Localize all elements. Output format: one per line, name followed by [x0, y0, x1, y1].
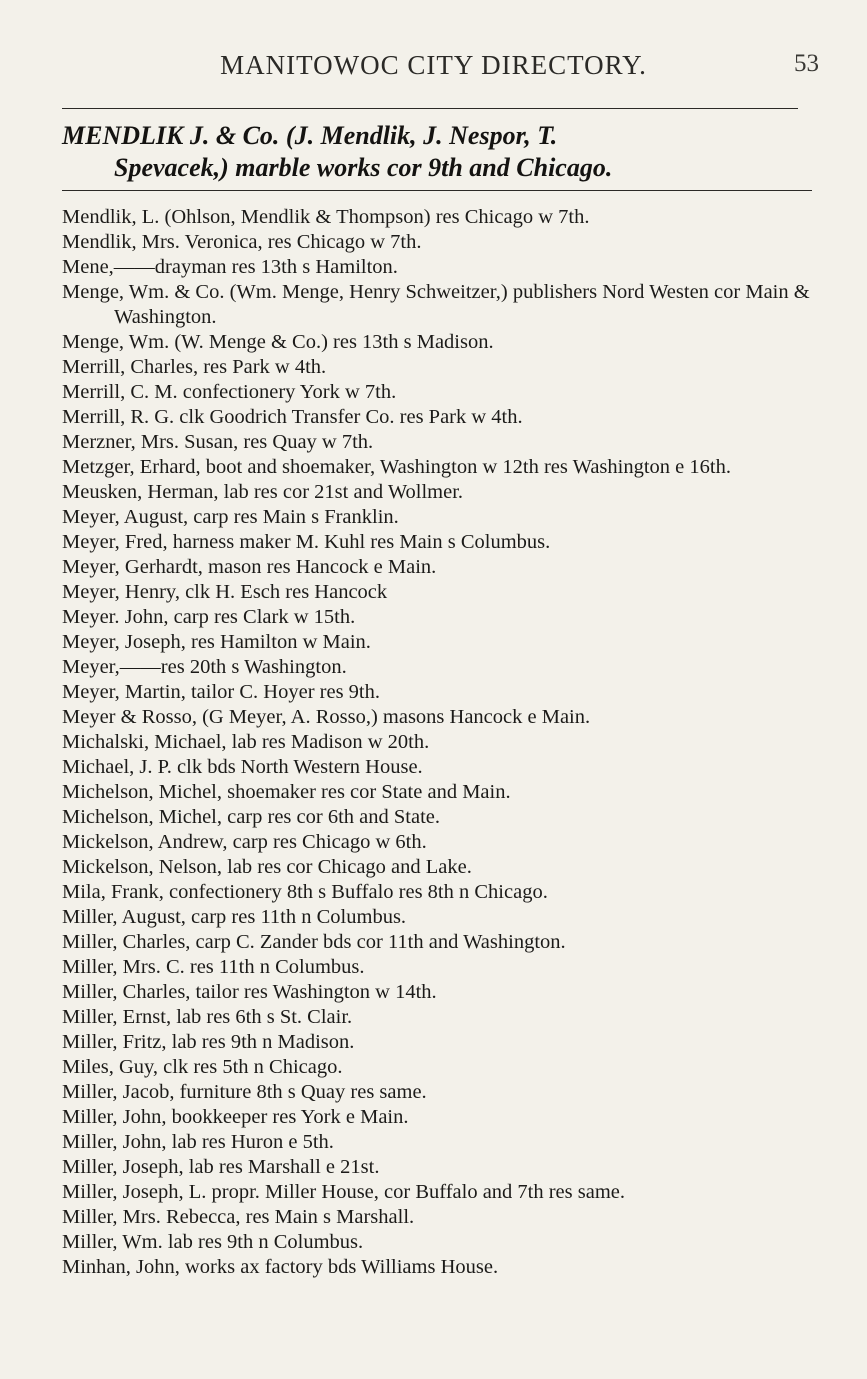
featured-entry-line-1: MENDLIK J. & Co. (J. Mendlik, J. Nespor, T.	[62, 121, 558, 150]
directory-entry: Miller, Joseph, lab res Marshall e 21st.	[62, 1156, 380, 1178]
directory-entry: Meyer, Gerhardt, mason res Hancock e Main.	[62, 556, 437, 578]
directory-entry: Mendlik, L. (Ohlson, Mendlik & Thompson) res Chicago w 7th.	[62, 206, 590, 228]
directory-entry: Mickelson, Andrew, carp res Chicago w 6th.	[62, 831, 427, 853]
directory-entry: Michelson, Michel, shoemaker res cor State and Main.	[62, 781, 511, 803]
directory-entry: Meyer & Rosso, (G Meyer, A. Rosso,) masons Hancock e Main.	[62, 706, 591, 728]
page-title: MANITOWOC CITY DIRECTORY.	[220, 50, 647, 80]
directory-entry: Miller, Charles, tailor res Washington w 14th.	[62, 981, 437, 1003]
featured-entry	[62, 120, 822, 184]
directory-entry: Miller, Mrs. Rebecca, res Main s Marshall.	[62, 1206, 415, 1228]
directory-entry: Meyer, August, carp res Main s Franklin.	[62, 506, 399, 528]
directory-entry: Meyer. John, carp res Clark w 15th.	[62, 606, 356, 628]
directory-entry: Meyer,——res 20th s Washington.	[62, 656, 347, 678]
directory-entry: Michael, J. P. clk bds North Western House.	[62, 756, 423, 778]
directory-entry: Miller, Joseph, L. propr. Miller House, cor Buffalo and 7th res same.	[62, 1181, 626, 1203]
directory-entry: Miller, Fritz, lab res 9th n Madison.	[62, 1031, 355, 1053]
header-rule	[62, 108, 798, 109]
page-number: 53	[794, 50, 819, 77]
directory-entry: Menge, Wm. (W. Menge & Co.) res 13th s Madison.	[62, 331, 494, 353]
featured-rule	[62, 190, 812, 191]
directory-entry: Meyer, Henry, clk H. Esch res Hancock	[62, 581, 388, 603]
directory-entry: Mila, Frank, confectionery 8th s Buffalo res 8th n Chicago.	[62, 881, 548, 903]
directory-entry: Mendlik, Mrs. Veronica, res Chicago w 7th.	[62, 231, 422, 253]
directory-entry: Miller, Mrs. C. res 11th n Columbus.	[62, 956, 365, 978]
directory-entry: Merrill, C. M. confectionery York w 7th.	[62, 381, 397, 403]
directory-entry: Miller, John, lab res Huron e 5th.	[62, 1131, 334, 1153]
directory-entry: Meyer, Martin, tailor C. Hoyer res 9th.	[62, 681, 380, 703]
directory-entry: Miller, Jacob, furniture 8th s Quay res same.	[62, 1081, 427, 1103]
directory-entry: Michelson, Michel, carp res cor 6th and State.	[62, 806, 440, 828]
directory-entry: Meusken, Herman, lab res cor 21st and Wollmer.	[62, 481, 464, 503]
directory-entry: Miller, Ernst, lab res 6th s St. Clair.	[62, 1006, 353, 1028]
directory-entry: Mickelson, Nelson, lab res cor Chicago and Lake.	[62, 856, 472, 878]
directory-entry: Miller, Charles, carp C. Zander bds cor 11th and Washington.	[62, 931, 566, 953]
directory-entry-list	[62, 205, 832, 1280]
directory-entry: Miller, John, bookkeeper res York e Main.	[62, 1106, 409, 1128]
directory-entry: Merzner, Mrs. Susan, res Quay w 7th.	[62, 431, 374, 453]
directory-entry: Miller, August, carp res 11th n Columbus.	[62, 906, 407, 928]
directory-entry: Merrill, Charles, res Park w 4th.	[62, 356, 327, 378]
directory-entry: Miller, Wm. lab res 9th n Columbus.	[62, 1231, 364, 1253]
featured-entry-line-2: Spevacek,) marble works cor 9th and Chicago.	[114, 153, 613, 182]
directory-entry: Miles, Guy, clk res 5th n Chicago.	[62, 1056, 343, 1078]
directory-entry: Metzger, Erhard, boot and shoemaker, Washington w 12th res Washington e 16th.	[62, 456, 731, 478]
directory-entry: Minhan, John, works ax factory bds Williams House.	[62, 1256, 499, 1278]
directory-entry: Menge, Wm. & Co. (Wm. Menge, Henry Schweitzer,) publishers Nord Westen cor Main & Washington.	[62, 281, 810, 328]
directory-entry: Merrill, R. G. clk Goodrich Transfer Co. res Park w 4th.	[62, 406, 523, 428]
directory-entry: Meyer, Joseph, res Hamilton w Main.	[62, 631, 371, 653]
directory-entry: Michalski, Michael, lab res Madison w 20th.	[62, 731, 430, 753]
directory-entry: Meyer, Fred, harness maker M. Kuhl res Main s Columbus.	[62, 531, 551, 553]
directory-entry: Mene,——drayman res 13th s Hamilton.	[62, 256, 398, 278]
